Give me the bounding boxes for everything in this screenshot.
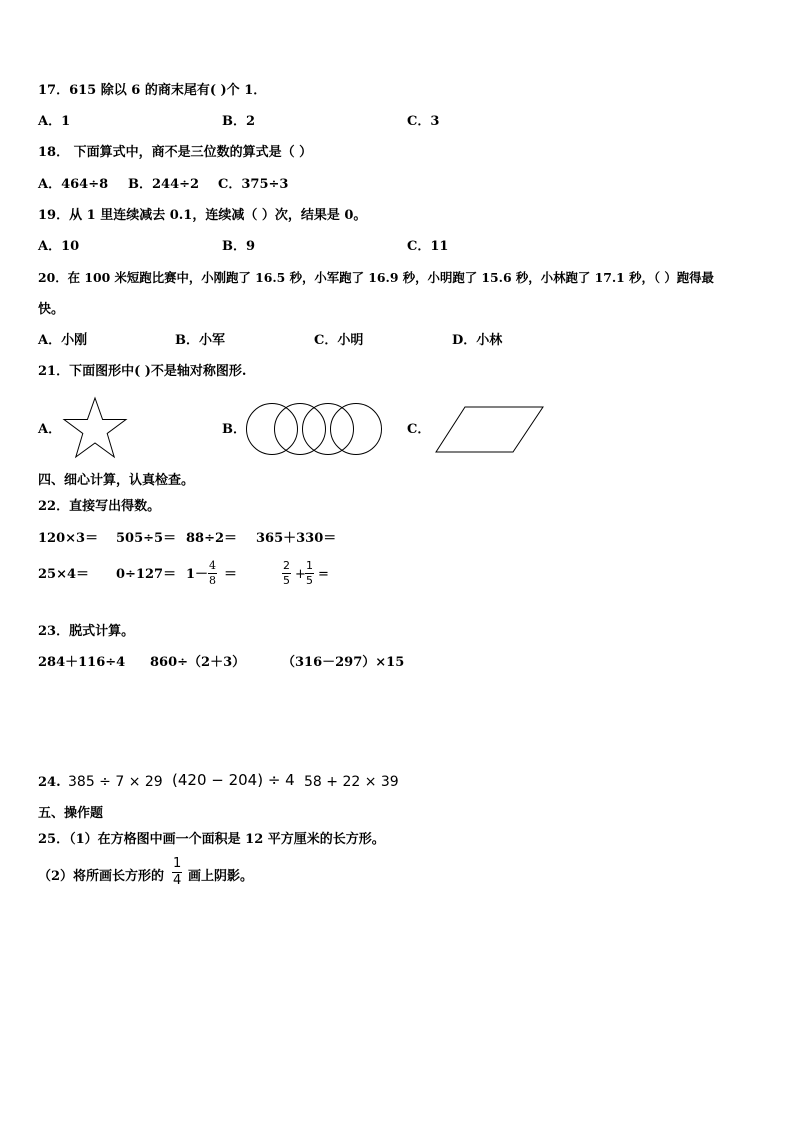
q19-stem: 19．从 1 里连续减去 0.1，连续减（ ）次，结果是 0。 [38,208,367,223]
q22-item-6: 0÷127＝ [116,567,177,582]
q20-option-a: A．小刚 [38,333,88,348]
q22-fraction-2-5 [282,560,291,587]
q22-item-7-prefix: 1－ [186,567,209,582]
q20-option-d: D．小林 [452,333,503,348]
star-icon [62,397,128,459]
q22-item-1: 120×3＝ [38,531,99,546]
q23-item-1: 284＋116÷4 [38,655,126,670]
q22-fraction-1-5 [305,560,314,587]
fraction-denominator: 8 [209,574,216,587]
equals-sign: = [318,567,329,582]
q25-part2-prefix: （2）将所画长方形的 [38,869,165,884]
q25-part1: 25．（1）在方格图中画一个面积是 12 平方厘米的长方形。 [38,832,385,847]
q22-fraction-4-8 [208,560,217,587]
q17-option-b: B．2 [222,114,256,129]
q23-stem: 23．脱式计算。 [38,624,135,639]
q18-option-b: B．244÷2 [128,177,200,192]
fraction-numerator: 4 [209,559,216,572]
q17-option-c: C．3 [407,114,440,129]
q22-item-3: 88÷2＝ [186,531,238,546]
q19-option-a: A．10 [38,239,80,254]
q17-option-a: A．1 [38,114,71,129]
fraction-numerator: 1 [173,856,182,871]
fraction-numerator: 1 [306,559,313,572]
q24-label: 24. [38,775,61,790]
q18-option-c: C．375÷3 [218,177,289,192]
q23-item-2: 860÷（2＋3） [150,655,246,670]
q23-item-3: （316－297）×15 [282,655,405,670]
q25-part2-suffix: 画上阴影。 [188,869,254,884]
q24-item-3: 58 + 22 × 39 [304,774,399,790]
q22-item-5: 25×4＝ [38,567,90,582]
q24-item-2: (420 − 204) ÷ 4 [172,771,295,789]
plus-sign: + [295,567,306,582]
q18-option-a: A．464÷8 [38,177,109,192]
parallelogram-icon [435,406,545,454]
q20-option-b: B．小军 [175,333,225,348]
q25-fraction-1-4 [172,857,182,888]
q20-option-c: C．小明 [314,333,364,348]
fraction-denominator: 4 [173,873,182,888]
fraction-denominator: 5 [283,574,290,587]
fraction-numerator: 2 [283,559,290,572]
section5-heading: 五、操作题 [38,806,104,821]
q21-option-a: A． [38,422,62,437]
overlapping-circles-icon [246,402,382,456]
q20-stem-line1: 20．在 100 米短跑比赛中，小刚跑了 16.5 秒，小军跑了 16.9 秒，小明跑了 15.6 秒，小林跑了 17.1 秒，（ ）跑得最 [38,270,714,285]
q21-stem: 21．下面图形中( )不是轴对称图形. [38,364,247,379]
section4-heading: 四、细心计算，认真检查。 [38,473,195,488]
q19-option-c: C．11 [407,239,449,254]
q19-option-b: B．9 [222,239,256,254]
q22-item-7-suffix: ＝ [224,567,238,582]
q20-stem-line2: 快。 [38,302,65,317]
q22-stem: 22．直接写出得数。 [38,499,161,514]
q18-stem: 18． 下面算式中，商不是三位数的算式是（ ） [38,145,313,160]
fraction-denominator: 5 [306,574,313,587]
q21-option-c: C． [407,422,431,437]
q17-stem: 17．615 除以 6 的商末尾有( )个 1． [38,83,267,98]
q22-item-4: 365＋330＝ [256,531,337,546]
q21-option-b: B． [222,422,246,437]
q22-item-2: 505÷5＝ [116,531,177,546]
q24-item-1: 385 ÷ 7 × 29 [68,774,163,790]
